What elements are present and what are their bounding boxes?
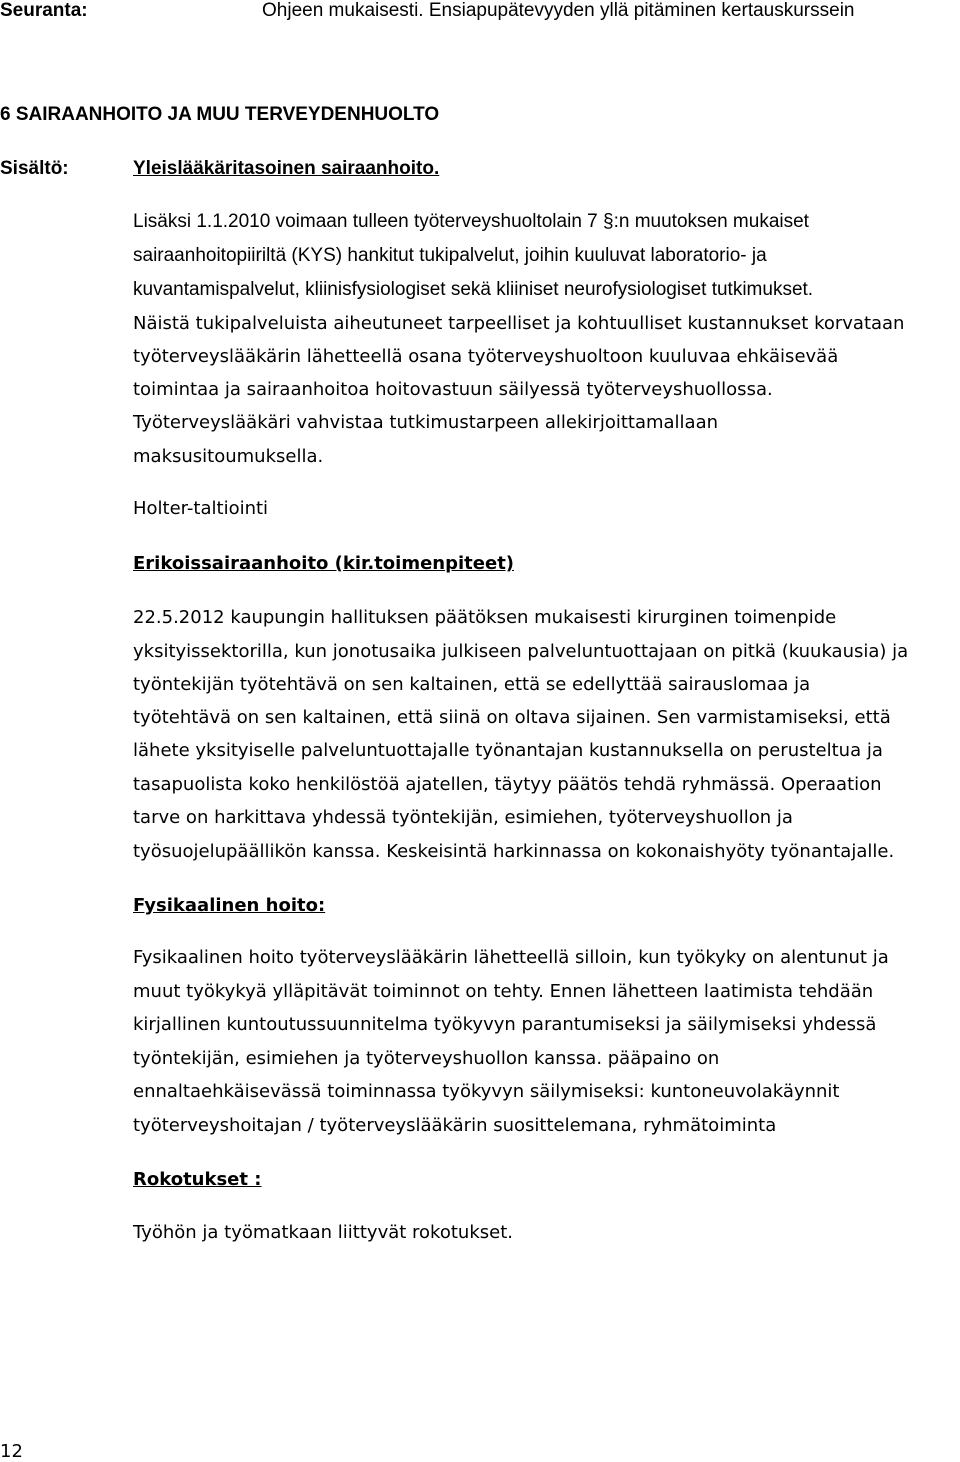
page-number: 12 — [0, 1441, 23, 1462]
text-line: Fysikaalinen hoito työterveyslääkärin lähetteellä silloin, kun työkyky on alentunut ja — [133, 947, 889, 968]
text-line: yksityissektorilla, kun jonotusaika julkiseen palveluntuottajaan on pitkä (kuukausia) ja — [133, 641, 909, 662]
text-line: toimintaa ja sairaanhoitoa hoitovastuun säilyessä työterveyshuollossa. — [133, 379, 773, 400]
section-title: 6 SAIRAANHOITO JA MUU TERVEYDENHUOLTO — [0, 104, 440, 125]
follow-label: Seuranta: — [0, 0, 88, 21]
text-line: työntekijän työtehtävä on sen kaltainen, että se edellyttää sairauslomaa ja — [133, 674, 811, 695]
text-line: kuvantamispalvelut, kliinisfysiologiset sekä kliiniset neurofysiologiset tutkimukset. — [133, 279, 814, 300]
text-line: lähete yksityiselle palveluntuottajalle työnantajan kustannuksella on perusteltua ja — [133, 740, 883, 761]
text-line: työntekijän, esimiehen ja työterveyshuollon kanssa. pääpaino on — [133, 1048, 720, 1069]
text-line: työterveyslääkärin lähetteellä osana työterveyshuoltoon kuuluvaa ehkäisevää — [133, 346, 839, 367]
text-line: työterveyshoitajan / työterveyslääkärin suosittelemana, ryhmätoiminta — [133, 1115, 777, 1136]
text-line: Lisäksi 1.1.2010 voimaan tulleen työterveyshuoltolain 7 §:n muutoksen mukaiset — [133, 211, 809, 232]
text-line: tasapuolista koko henkilöstöä ajatellen, täytyy päätös tehdä ryhmässä. Operaation — [133, 774, 882, 795]
text-line: työtehtävä on sen kaltainen, että siinä on oltava sijainen. Sen varmistamiseksi, että — [133, 707, 891, 728]
text-line: Näistä tukipalveluista aiheutuneet tarpeelliset ja kohtuulliset kustannukset korvataan — [133, 313, 905, 334]
text-line: Työterveyslääkäri vahvistaa tutkimustarpeen allekirjoittamallaan — [133, 412, 719, 433]
text-line: 22.5.2012 kaupungin hallituksen päätöksen mukaisesti kirurginen toimenpide — [133, 607, 837, 628]
text-line: kirjallinen kuntoutussuunnitelma työkyvyn parantumiseksi ja säilymiseksi yhdessä — [133, 1014, 877, 1035]
follow-value: Ohjeen mukaisesti. Ensiapupätevyyden yllä pitäminen kertauskurssein — [262, 0, 855, 21]
text-line: työsuojelupäällikön kanssa. Keskeisintä harkinnassa on kokonaishyöty työnantajalle. — [133, 841, 895, 862]
content-label: Sisältö: — [0, 158, 69, 179]
vaccination-text: Työhön ja työmatkaan liittyvät rokotukset. — [133, 1222, 513, 1243]
holter-text: Holter-taltiointi — [133, 498, 269, 519]
specialist-heading: Erikoissairaanhoito (kir.toimenpiteet) — [133, 553, 515, 574]
content-heading: Yleislääkäritasoinen sairaanhoito. — [133, 158, 440, 179]
text-line: ennaltaehkäisevässä toiminnassa työkyvyn säilymiseksi: kuntoneuvolakäynnit — [133, 1081, 840, 1102]
physio-heading: Fysikaalinen hoito: — [133, 895, 326, 916]
text-line: muut työkykyä ylläpitävät toiminnot on tehty. Ennen lähetteen laatimista tehdään — [133, 981, 874, 1002]
text-line: tarve on harkittava yhdessä työntekijän, esimiehen, työterveyshuollon ja — [133, 807, 793, 828]
vaccination-heading: Rokotukset : — [133, 1169, 262, 1190]
text-line: sairaanhoitopiiriltä (KYS) hankitut tukipalvelut, joihin kuuluvat laboratorio- ja — [133, 245, 767, 266]
text-line: maksusitoumuksella. — [133, 446, 324, 467]
